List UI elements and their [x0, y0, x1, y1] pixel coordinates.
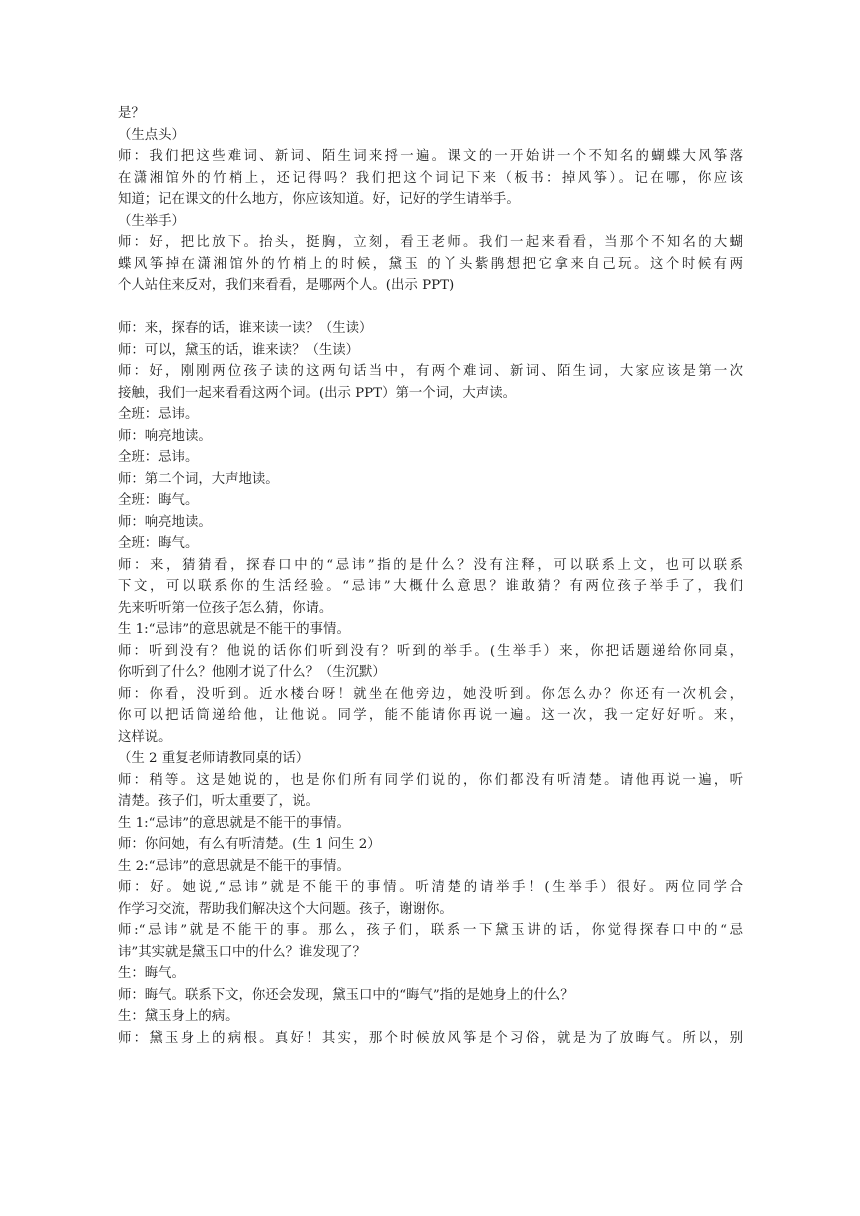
blank-line — [118, 297, 743, 319]
transcript-line: 师：我们把这些难词、新词、陌生词来捋一遍。课文的一开始讲一个不知名的蝴蝶大风筝落 — [118, 149, 743, 164]
transcript-line: 知道；记在课文的什么地方，你应该知道。好，记好的学生请举手。 — [118, 192, 520, 207]
transcript-line: 生 1:“忌讳”的意思就是不能干的事情。 — [118, 815, 350, 831]
transcript-line: （生点头） — [118, 127, 185, 143]
transcript-line: 全班：忌讳。 — [118, 450, 199, 465]
transcript-line: 师：你看，没听到。近水楼台呀！就坐在他旁边，她没听到。你怎么办？你还有一次机会， — [118, 686, 743, 702]
transcript-line: 师：稍等。这是她说的，也是你们所有同学们说的，你们都没有听清楚。请他再说一遍，听 — [118, 772, 743, 788]
transcript-line: 师：好，把比放下。抬头，挺胸，立刻，看王老师。我们一起来看看，当那个不知名的大蝴 — [118, 235, 743, 250]
transcript-line: 生：晦气。 — [118, 966, 185, 981]
transcript-line: 师：好，刚刚两位孩子读的这两句话当中，有两个难词、新词、陌生词，大家应该是第一次 — [118, 364, 743, 379]
transcript-line: 接触，我们一起来看看这两个词。(出示 PPT）第一个词，大声读。 — [118, 385, 516, 401]
transcript-line: 是？ — [118, 106, 145, 121]
transcript-line: 先来听听第一位孩子怎么猜，你请。 — [118, 600, 333, 616]
transcript-line: 你可以把话筒递给他，让他说。同学，能不能请你再说一遍。这一次，我一定好好听。来， — [118, 708, 743, 723]
transcript-line: 你听到了什么？他刚才说了什么？（生沉默） — [118, 665, 386, 680]
transcript-line: 师：第二个词，大声地读。 — [118, 471, 279, 487]
transcript-line: 全班：晦气。 — [118, 493, 199, 508]
transcript-line: 生：黛玉身上的病。 — [118, 1009, 239, 1024]
transcript-line: 师：来，猜猜看，探春口中的“忌讳”指的是什么？没有注释，可以联系上文，也可以联系 — [118, 557, 743, 573]
transcript-line: 生 1:“忌讳”的意思就是不能干的事情。 — [118, 622, 350, 637]
transcript-line: 师：可以，黛玉的话，谁来读？（生读） — [118, 342, 360, 358]
transcript-line: 师：来，探春的话，谁来读一读？（生读） — [118, 321, 373, 336]
transcript-line: 师:“忌讳”就是不能干的事。那么，孩子们，联系一下黛玉讲的话，你觉得探春口中的“忌 — [118, 923, 743, 938]
transcript-line: 师：晦气。联系下文，你还会发现，黛玉口中的“晦气”指的是她身上的什么？ — [118, 987, 574, 1003]
transcript-line: 作学习交流，帮助我们解决这个大问题。孩子，谢谢你。 — [118, 901, 453, 917]
transcript-line: 师：响亮地读。 — [118, 428, 212, 444]
transcript-line: （生 2 重复老师请教同桌的话） — [118, 751, 310, 766]
transcript-line: 生 2:“忌讳”的意思就是不能干的事情。 — [118, 858, 350, 874]
transcript-line: 下文，可以联系你的生活经验。“忌讳”大概什么意思？谁敢猜？有两位孩子举手了，我们 — [118, 579, 743, 594]
transcript-line: 这样说。 — [118, 729, 172, 745]
transcript-line: 全班：晦气。 — [118, 536, 199, 551]
transcript-line: 讳”其实就是黛玉口中的什么？谁发现了？ — [118, 944, 366, 960]
transcript-line: 师：好。她说,“忌讳”就是不能干的事情。听清楚的请举手！(生举手）很好。两位同学合 — [118, 880, 743, 895]
transcript-line: （生举手） — [118, 213, 185, 229]
transcript-line: 在潇湘馆外的竹梢上，还记得吗？我们把这个词记下来（板书：掉风筝）。记在哪，你应该 — [118, 170, 743, 186]
transcript-line: 师：听到没有？他说的话你们听到没有？听到的举手。(生举手）来，你把话题递给你同桌， — [118, 643, 743, 659]
transcript-line: 师：黛玉身上的病根。真好！其实，那个时候放风筝是个习俗，就是为了放晦气。所以，别 — [118, 1030, 743, 1046]
transcript-line: 师：你问她，有么有听清楚。(生 1 问生 2） — [118, 837, 381, 852]
transcript-line: 师：响亮地读。 — [118, 514, 212, 530]
transcript-body — [118, 103, 743, 1049]
transcript-line: 个人站住来反对，我们来看看，是哪两个人。(出示 PPT) — [118, 278, 455, 293]
transcript-line: 清楚。孩子们，听太重要了，说。 — [118, 794, 319, 809]
transcript-line: 全班：忌讳。 — [118, 407, 199, 422]
transcript-line: 蝶风筝掉在潇湘馆外的竹梢上的时候，黛玉 的丫头紫鹃想把它拿来自己玩。这个时候有两 — [118, 256, 743, 272]
